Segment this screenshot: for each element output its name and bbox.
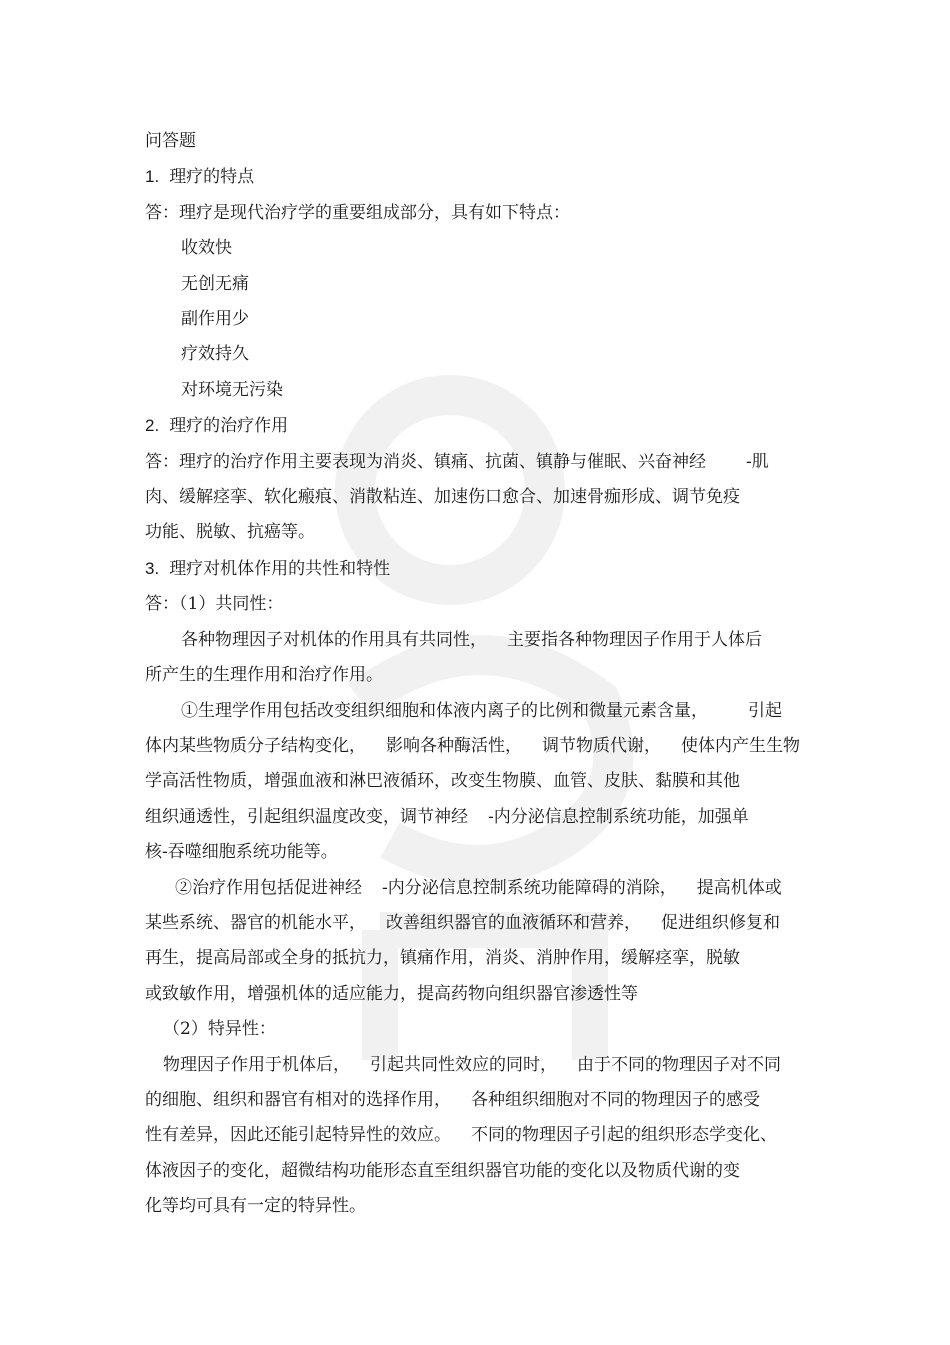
answer-3-treat-line: 再生，提高局部或全身的抵抗力，镇痛作用，消炎、消肿作用，缓解痉挛，脱敏 xyxy=(145,948,740,969)
answer-text: 物理因子作用于机体后， xyxy=(163,1054,350,1075)
answer-3-part1-line xyxy=(145,623,815,658)
question-number: 3. xyxy=(145,558,160,578)
answer-text: 器官的机能水平， xyxy=(230,912,366,933)
answer-text: 促进组织修复和 xyxy=(661,912,780,933)
answer-text: 引起共同性效应的同时， xyxy=(370,1054,557,1075)
answer-2-line xyxy=(145,445,815,480)
answer-text: 组织通透性，引起组织温度改变，调节神经 xyxy=(145,806,468,827)
question-3 xyxy=(145,551,815,587)
answer-3-part2-heading: （2）特异性： xyxy=(163,1019,276,1040)
answer-3-part2-line: 体液因子的变化，超微结构功能形态直至组织器官功能的变化以及物质代谢的变 xyxy=(145,1160,740,1181)
answer-text: 答：理疗的治疗作用主要表现为消炎、镇痛、抗菌、镇静与催眠、兴奋神经 xyxy=(145,451,706,472)
answer-3-treat-line xyxy=(145,871,815,906)
answer-text: ②治疗作用包括促进神经 xyxy=(175,877,362,898)
answer-text: 主要指各种物理因子作用于人体后 xyxy=(507,629,762,650)
answer-text: 性有差异，因此还能引起特异性的效应。 xyxy=(145,1125,451,1146)
answer-text: -内分泌信息控制系统功能障碍的消除， xyxy=(382,877,677,898)
answer-3-part2-line xyxy=(145,1083,815,1118)
answer-1-item: 对环境无污染 xyxy=(181,379,283,400)
answer-text: -肌 xyxy=(746,451,769,472)
answer-1-item: 副作用少 xyxy=(181,309,249,330)
answer-3-phys-line xyxy=(145,694,815,729)
answer-2-line: 功能、脱敏、抗癌等。 xyxy=(145,522,315,543)
answer-text: 各种组织细胞对不同的物理因子的感受 xyxy=(471,1089,760,1110)
answer-text: 使体内产生生物 xyxy=(681,735,800,756)
answer-3-part2-line: 化等均可具有一定的特异性。 xyxy=(145,1196,366,1217)
answer-text: -内分泌信息控制系统功能，加强单 xyxy=(488,806,749,827)
question-number: 1. xyxy=(145,167,160,187)
answer-3-part2-line xyxy=(145,1118,815,1153)
answer-text: 不同的物理因子引起的组织形态学变化、 xyxy=(471,1125,777,1146)
answer-1-item: 无创无痛 xyxy=(181,273,249,294)
answer-text: 引起 xyxy=(748,700,782,721)
answer-text: 某些系统、 xyxy=(145,912,230,933)
answer-3-phys-line: 核-吞噬细胞系统功能等。 xyxy=(145,842,338,863)
answer-3-part2-line xyxy=(145,1048,815,1083)
answer-3-phys-line: 学高活性物质，增强血液和淋巴液循环，改变生物膜、血管、皮肤、黏膜和其他 xyxy=(145,771,740,792)
answer-text: 体内某些物质分子结构变化， xyxy=(145,735,366,756)
answer-1-intro: 答：理疗是现代治疗学的重要组成部分，具有如下特点： xyxy=(145,202,570,223)
document-body xyxy=(145,124,815,1225)
answer-2-line: 肉、缓解痉挛、软化瘢痕、消散粘连、加速伤口愈合、加速骨痂形成、调节免疫 xyxy=(145,487,740,508)
answer-text: 影响各种酶活性， xyxy=(386,735,522,756)
answer-3-treat-line: 或致敏作用，增强机体的适应能力，提高药物向组织器官渗透性等 xyxy=(145,983,638,1004)
answer-text: 的细胞、组织和器官有相对的选择作用， xyxy=(145,1089,451,1110)
answer-1-item: 收效快 xyxy=(181,238,232,259)
answer-text: 改善组织器官的血液循环和营养， xyxy=(386,912,641,933)
question-1 xyxy=(145,159,815,195)
question-title: 理疗对机体作用的共性和特性 xyxy=(169,558,391,579)
answer-text: ①生理学作用包括改变组织细胞和体液内离子的比例和微量元素含量， xyxy=(181,700,708,721)
answer-text: 提高机体或 xyxy=(696,877,782,898)
answer-3-treat-line xyxy=(145,906,815,941)
answer-3-phys-line xyxy=(145,800,815,835)
answer-3-part1-heading: 答：（1）共同性： xyxy=(145,594,284,615)
question-title: 理疗的治疗作用 xyxy=(169,416,289,437)
question-2 xyxy=(145,408,815,444)
answer-text: 调节物质代谢， xyxy=(542,735,661,756)
answer-3-part1-line: 所产生的生理作用和治疗作用。 xyxy=(145,665,383,686)
doc-title: 问答题 xyxy=(145,131,196,151)
question-number: 2. xyxy=(145,416,160,436)
answer-text: 各种物理因子对机体的作用具有共同性， xyxy=(181,629,487,650)
answer-1-item: 疗效持久 xyxy=(181,344,249,365)
answer-text: 由于不同的物理因子对不同 xyxy=(577,1054,781,1075)
question-title: 理疗的特点 xyxy=(169,167,255,188)
answer-3-phys-line xyxy=(145,729,815,764)
